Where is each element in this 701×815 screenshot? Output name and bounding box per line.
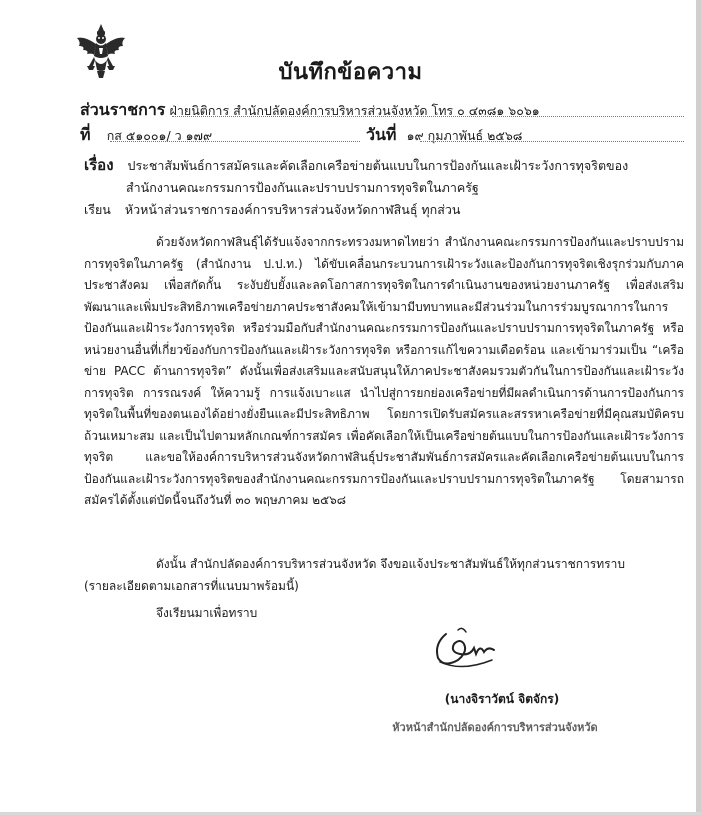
memo-title: บันทึกข้อความ [278,60,423,85]
reference-number: กส ๕๑๐๐๑/ ว ๑๗๙ [106,128,213,143]
subject-text-line2: สำนักงานคณะกรรมการป้องกันและปราบปรามการทุจริตในภาครัฐ [126,180,479,195]
subject-text-line1: ประชาสัมพันธ์การสมัครและคัดเลือกเครือข่ายต้นแบบในการป้องกันและเฝ้าระวังการทุจริตของ [127,158,629,173]
date-row [366,123,522,148]
subject-block [84,154,684,199]
subject-label: เรื่อง [84,156,114,174]
handwritten-signature [428,622,500,674]
signatory-position: หัวหน้าสำนักปลัดองค์การบริหารส่วนจังหวัด [392,721,598,734]
conclusion-line1: ดังนั้น สำนักปลัดองค์การบริหารส่วนจังหวัด จึงขอแจ้งประชาสัมพันธ์ให้ทุกส่วนราชการทราบ [156,557,625,571]
reference-label: ที่ [80,125,91,144]
agency-underline [172,116,684,117]
date-label: วันที่ [366,125,397,144]
body-paragraph: ด้วยจังหวัดกาฬสินธุ์ได้รับแจ้งจากกระทรวงมหาดไทยว่า สำนักงานคณะกรรมการป้องกันและปราบปรามการทุจริตในภาครัฐ (สำนักงาน ป.ป.ท.) ได้ขับเคลื่อนกระบวนการเฝ้าระวังและป้องกันการทุจริตเชิงรุกร่วมกับภาคประชาสังคม เพื่อสกัดกั้น ระงับยับยั้งและลดโอกาสการทุจริตในการดำเนินงานของหน่วยงานภาครัฐ เพื่อส่งเสริม พัฒนาและเพิ่มประสิทธิภาพเครือข่ายภาคประชาสังคมให้เข้ามามีบทบาทและมีส่วนร่วมในการร่วมบูรณาการในการป้องกันและเฝ้าระวังการทุจริต หรือร่วมมือกับสำนักงานคณะกรรมการป้องกันและปราบปรามการทุจริตในภาครัฐ หรือหน่วยงานอื่นที่เกี่ยวข้องกับการป้องกันและเฝ้าระวังการทุจริต หรือการแก้ไขความเดือดร้อน และเข้ามาร่วมเป็น “เครือข่าย PACC ต้านการทุจริต” ดังนั้นเพื่อส่งเสริมและสนับสนุนให้ภาคประชาสังคมรวมตัวกันในการป้องกันและเฝ้าระวังการทุจริต การรณรงค์ ให้ความรู้ การแจ้งเบาะแส นำไปสู่การยกย่องเครือข่ายที่มีผลดำเนินการด้านการป้องกันการทุจริตในพื้นที่ของตนเองได้อย่างยั่งยืนและมีประสิทธิภาพ โดยการเปิดรับสมัครและสรรหาเครือข่ายที่มีคุณสมบัติครบถ้วนเหมาะสม และเป็นไปตามหลักเกณฑ์การสมัคร เพื่อคัดเลือกให้เป็นเครือข่ายต้นแบบในการป้องกันและเฝ้าระวังการทุจริต และขอให้องค์การบริหารส่วนจังหวัดกาฬสินธุ์ประชาสัมพันธ์การสมัครและคัดเลือกเครือข่ายต้นแบบในการป้องกันและเฝ้าระวังการทุจริตของสำนักงานคณะกรรมการป้องกันและปราบปรามการทุจริตในภาครัฐ โดยสามารถสมัครได้ตั้งแต่บัดนี้จนถึงวันที่ ๓๐ พฤษภาคม ๒๕๖๘ [84,235,684,507]
date-underline [420,141,684,142]
conclusion-line2: (รายละเอียดตามเอกสารที่แนบมาพร้อมนี้) [84,579,299,593]
recipient-label: เรียน [84,202,111,217]
reference-row [80,123,212,148]
signatory-name: (นางจิราวัตน์ จิตจักร) [444,692,560,706]
page-edge-right [696,0,701,815]
date-value: ๑๙ กุมภาพันธ์ ๒๕๖๘ [406,128,523,143]
agency-row [80,98,540,123]
closing-text: จึงเรียนมาเพื่อทราบ [156,606,258,620]
recipient-value: หัวหน้าส่วนราชการองค์การบริหารส่วนจังหวัดกาฬสินธุ์ ทุกส่วน [124,202,461,217]
conclusion-block [84,553,684,597]
agency-label: ส่วนราชการ [80,100,166,119]
recipient-row [84,200,460,220]
agency-value: ฝ่ายนิติการ สำนักปลัดองค์การบริหารส่วนจังหวัด โทร ๐ ๔๓๘๑ ๖๐๖๑ [169,103,540,118]
reference-underline [110,141,360,142]
